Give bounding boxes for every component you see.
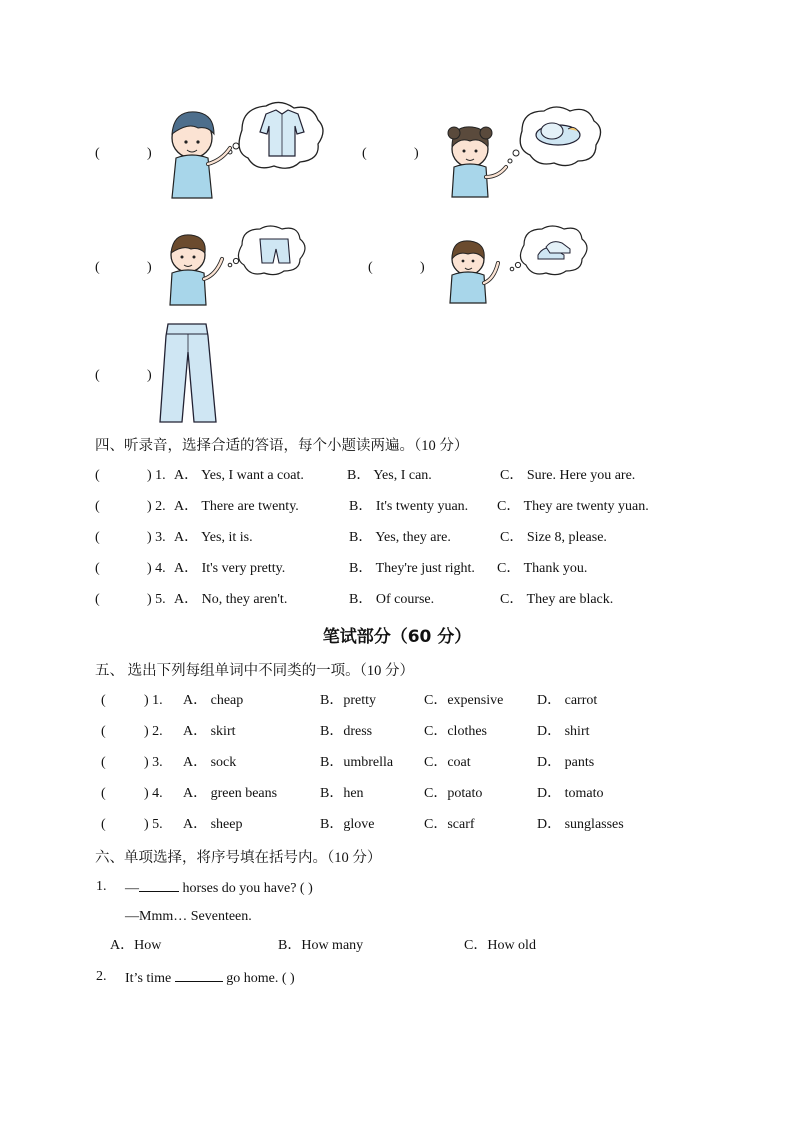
option-a: A． skirt xyxy=(183,724,236,739)
question-number: 2. xyxy=(96,969,107,984)
question-number: ) 1. xyxy=(147,468,166,483)
option-a: A． There are twenty. xyxy=(174,499,299,514)
option-c: C． Sure. Here you are. xyxy=(500,468,636,483)
option-c: C． Size 8, please. xyxy=(500,530,607,545)
answer-paren-close: ) xyxy=(420,260,425,275)
answer-paren-open: ( xyxy=(101,693,106,708)
question-1-rest: horses do you have? ( ) xyxy=(179,881,313,896)
girl-hat-illustration xyxy=(440,105,620,205)
option-a: A． No, they aren't. xyxy=(174,592,288,607)
option-a: A．How xyxy=(110,938,162,953)
answer-paren-open: ( xyxy=(101,724,106,739)
question-number: ) 3. xyxy=(144,755,163,770)
option-b: B． Of course. xyxy=(349,592,435,607)
question-number: ) 3. xyxy=(147,530,166,545)
answer-paren-close: ) xyxy=(414,146,419,161)
option-c: C．coat xyxy=(424,755,471,770)
option-b: B． Yes, they are. xyxy=(349,530,451,545)
fill-blank xyxy=(175,968,223,982)
answer-paren-open: ( xyxy=(95,260,100,275)
option-a: A． Yes, it is. xyxy=(174,530,253,545)
answer-paren-open: ( xyxy=(95,592,100,607)
answer-paren-open: ( xyxy=(101,817,106,832)
option-d: D． shirt xyxy=(537,724,590,739)
option-c: C．scarf xyxy=(424,817,475,832)
answer-paren-open: ( xyxy=(95,468,100,483)
answer-paren-open: ( xyxy=(368,260,373,275)
option-c: C．How old xyxy=(464,938,536,953)
option-d: D． pants xyxy=(537,755,595,770)
option-a: A． Yes, I want a coat. xyxy=(174,468,304,483)
option-a: A． sock xyxy=(183,755,237,770)
answer-paren-open: ( xyxy=(101,755,106,770)
question-number: ) 5. xyxy=(147,592,166,607)
option-b: B． They're just right. xyxy=(349,561,475,576)
answer-paren-open: ( xyxy=(95,368,100,383)
option-c: C． They are twenty yuan. xyxy=(497,499,649,514)
answer-paren-open: ( xyxy=(362,146,367,161)
question-number: ) 4. xyxy=(147,561,166,576)
boy-shorts-illustration xyxy=(160,225,310,310)
question-1-answer-line: —Mmm… Seventeen. xyxy=(125,909,252,924)
option-d: D． tomato xyxy=(537,786,604,801)
option-a: A． green beans xyxy=(183,786,278,801)
option-c: C． They are black. xyxy=(500,592,614,607)
option-c: C． Thank you. xyxy=(497,561,588,576)
option-b: B． Yes, I can. xyxy=(347,468,432,483)
option-b: B．dress xyxy=(320,724,373,739)
option-b: B．pretty xyxy=(320,693,376,708)
pants-illustration xyxy=(158,322,218,424)
answer-paren-close: ) xyxy=(147,368,152,383)
option-d: D． sunglasses xyxy=(537,817,624,832)
option-a: A． It's very pretty. xyxy=(174,561,286,576)
dash: — xyxy=(125,881,139,896)
question-2-rest: go home. ( ) xyxy=(222,971,295,986)
answer-paren-open: ( xyxy=(95,530,100,545)
option-a: A． cheap xyxy=(183,693,244,708)
option-d: D． carrot xyxy=(537,693,598,708)
option-c: C．expensive xyxy=(424,693,504,708)
option-c: C．potato xyxy=(424,786,483,801)
answer-paren-open: ( xyxy=(95,499,100,514)
answer-paren-close: ) xyxy=(147,260,152,275)
question-number: ) 2. xyxy=(147,499,166,514)
written-part-title: 笔试部分（60 分） xyxy=(322,627,472,647)
option-b: B．glove xyxy=(320,817,375,832)
boy-shirt-illustration xyxy=(160,100,325,205)
option-b: B．How many xyxy=(278,938,364,953)
question-number: ) 5. xyxy=(144,817,163,832)
girl-shoes-illustration xyxy=(440,225,590,310)
question-1-text xyxy=(125,878,313,898)
option-b: B． It's twenty yuan. xyxy=(349,499,469,514)
section4-title: 四、听录音，选择合适的答语，每个小题读两遍。（10 分） xyxy=(95,438,469,454)
fill-blank xyxy=(139,878,179,892)
answer-paren-open: ( xyxy=(95,146,100,161)
option-b: B．umbrella xyxy=(320,755,394,770)
question-number: ) 1. xyxy=(144,693,163,708)
question-number: 1. xyxy=(96,879,107,894)
question-number: ) 2. xyxy=(144,724,163,739)
answer-paren-open: ( xyxy=(95,561,100,576)
question-number: ) 4. xyxy=(144,786,163,801)
option-b: B．hen xyxy=(320,786,364,801)
section6-title: 六、单项选择，将序号填在括号内。（10 分） xyxy=(95,850,382,866)
answer-paren-open: ( xyxy=(101,786,106,801)
section5-title: 五、 选出下列每组单词中不同类的一项。（10 分） xyxy=(95,663,414,679)
question-2-pre: It’s time xyxy=(125,971,175,986)
question-2-text xyxy=(125,968,295,988)
option-c: C．clothes xyxy=(424,724,487,739)
answer-paren-close: ) xyxy=(147,146,152,161)
option-a: A． sheep xyxy=(183,817,243,832)
